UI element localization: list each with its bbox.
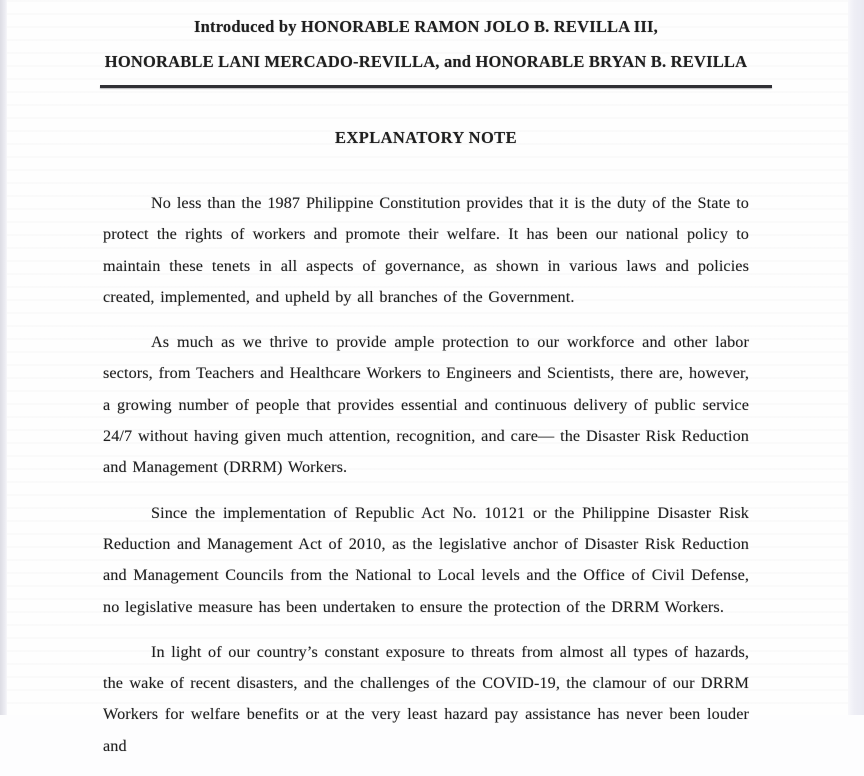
document-content <box>103 0 749 776</box>
introduced-by-line-2: HONORABLE LANI MERCADO-REVILLA, and HONORABLE BRYAN B. REVILLA <box>104 52 748 71</box>
paragraph-3: Since the implementation of Republic Act No. 10121 or the Philippine Disaster Risk Reduction and Management Act of 2010, as the legislative anchor of Disaster Risk Reduction and Management Councils from the National to Local levels and the Office of Civil Defense, no legislative measure has been undertaken to ensure the protection of the DRRM Workers. <box>103 503 749 616</box>
paragraph-2: As much as we thrive to provide ample protection to our workforce and other labor sectors, from Teachers and Healthcare Workers to Engineers and Scientists, there are, however, a growing number of people that provides essential and continuous delivery of public service 24/7 without having given much attention, recognition, and care— the Disaster Risk Reduction and Management (DRRM) Workers. <box>103 333 749 477</box>
introduced-by-header <box>103 0 749 79</box>
paragraph-1: No less than the 1987 Philippine Constitution provides that it is the duty of the State to protect the rights of workers and promote their welfare. It has been our national policy to maintain these tenets in all aspects of governance, as shown in various laws and policies created, implemented, and upheld by all branches of the Government. <box>103 194 749 306</box>
page-edge-right <box>848 0 864 715</box>
document-page <box>7 0 848 755</box>
page-edge-left <box>0 0 7 715</box>
introduced-by-line-1: Introduced by HONORABLE RAMON JOLO B. REVILLA III, <box>194 17 658 36</box>
horizontal-rule <box>100 85 772 88</box>
paragraph-4: In light of our country’s constant exposure to threats from almost all types of hazards, the wake of recent disasters, and the challenges of the COVID-19, the clamour of our DRRM Workers for welfare benefits or at the very least hazard pay assistance has never been louder and <box>103 642 749 755</box>
document-body <box>103 188 749 762</box>
document-title: EXPLANATORY NOTE <box>335 128 517 147</box>
